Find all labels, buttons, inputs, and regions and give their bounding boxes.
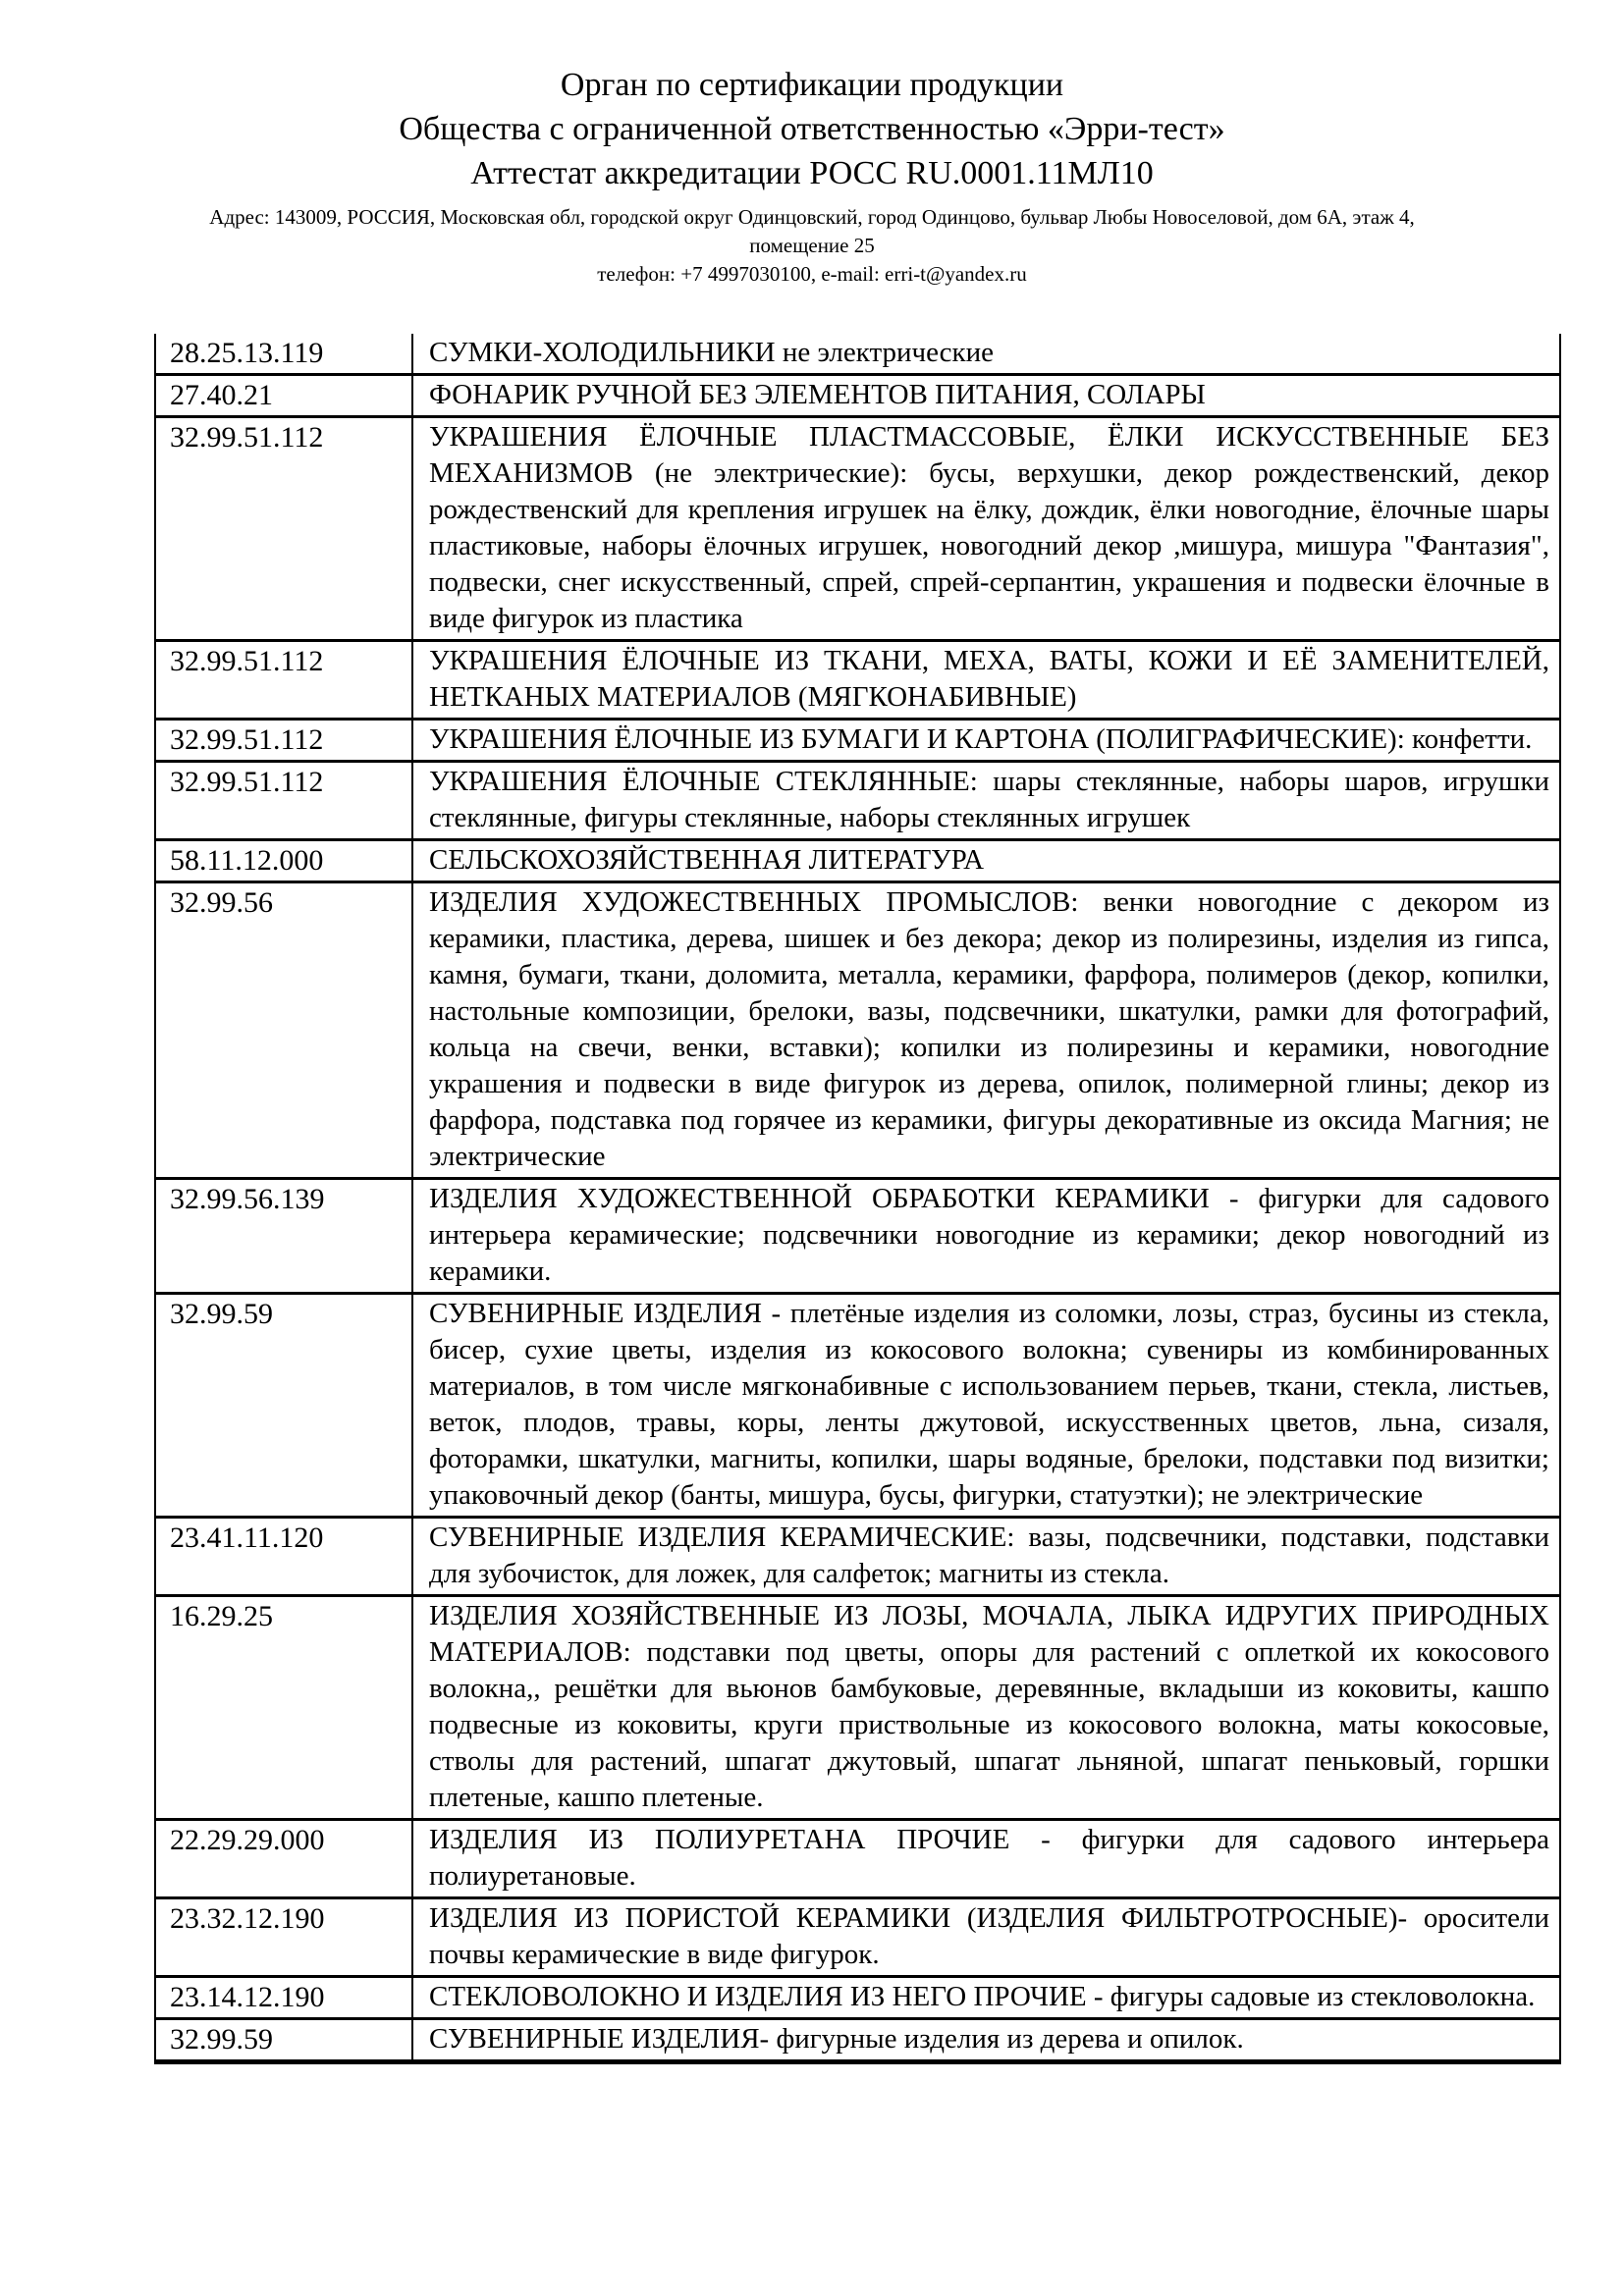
code-cell: 32.99.56 bbox=[155, 882, 412, 1179]
products-table-body bbox=[155, 334, 1560, 2062]
table-row bbox=[155, 1820, 1560, 1898]
code-cell: 28.25.13.119 bbox=[155, 334, 412, 375]
description-cell: СЕЛЬСКОХОЗЯЙСТВЕННАЯ ЛИТЕРАТУРА bbox=[412, 840, 1560, 882]
table-row bbox=[155, 1977, 1560, 2019]
description-cell: СУМКИ-ХОЛОДИЛЬНИКИ не электрические bbox=[412, 334, 1560, 375]
code-cell: 23.14.12.190 bbox=[155, 1977, 412, 2019]
code-cell: 32.99.51.112 bbox=[155, 720, 412, 762]
description-cell: УКРАШЕНИЯ ЁЛОЧНЫЕ ИЗ БУМАГИ И КАРТОНА (ПОЛИГРАФИЧЕСКИЕ): конфетти. bbox=[412, 720, 1560, 762]
table-row bbox=[155, 1518, 1560, 1596]
table-row bbox=[155, 1294, 1560, 1518]
code-cell: 23.32.12.190 bbox=[155, 1898, 412, 1977]
code-cell: 32.99.51.112 bbox=[155, 762, 412, 840]
table-row bbox=[155, 2019, 1560, 2062]
description-cell: ФОНАРИК РУЧНОЙ БЕЗ ЭЛЕМЕНТОВ ПИТАНИЯ, СОЛАРЫ bbox=[412, 375, 1560, 417]
code-cell: 32.99.59 bbox=[155, 2019, 412, 2062]
table-row bbox=[155, 1179, 1560, 1294]
cert-body-title: Орган по сертификации продукции bbox=[560, 67, 1064, 103]
table-row bbox=[155, 840, 1560, 882]
table-row bbox=[155, 417, 1560, 641]
table-row bbox=[155, 1898, 1560, 1977]
code-cell: 58.11.12.000 bbox=[155, 840, 412, 882]
table-row bbox=[155, 762, 1560, 840]
document-header bbox=[0, 0, 1624, 289]
table-row bbox=[155, 375, 1560, 417]
address-line: Адрес: 143009, РОССИЯ, Московская обл, городской округ Одинцовский, город Одинцово, бульвар Любы Новоселовой, дом 6А, этаж 4, помещение 25 bbox=[209, 205, 1415, 257]
table-row bbox=[155, 334, 1560, 375]
code-cell: 32.99.51.112 bbox=[155, 417, 412, 641]
description-cell: ИЗДЕЛИЯ ИЗ ПОРИСТОЙ КЕРАМИКИ (ИЗДЕЛИЯ ФИЛЬТРОТРОСНЫЕ)- оросители почвы керамические в виде фигурок. bbox=[412, 1898, 1560, 1977]
description-cell: СУВЕНИРНЫЕ ИЗДЕЛИЯ - плетёные изделия из соломки, лозы, страз, бусины из стекла, бисер, сухие цветы, изделия из кокосового волокна; сувениры из комбинированных материалов, в том числе мягконабивные с использованием перьев, ткани, стекла, листьев, веток, плодов, травы, коры, ленты джутовой, искусственных цветов, льна, сизаля, фоторамки, шкатулки, магниты, копилки, шары водяные, брелоки, подставки под визитки; упаковочный декор (банты, мишура, бусы, фигурки, статуэтки); не электрические bbox=[412, 1294, 1560, 1518]
description-cell: ИЗДЕЛИЯ ХОЗЯЙСТВЕННЫЕ ИЗ ЛОЗЫ, МОЧАЛА, ЛЫКА ИДРУГИХ ПРИРОДНЫХ МАТЕРИАЛОВ: подставки под цветы, опоры для растений с оплеткой их кокосового волокна,, решётки для вьюнов бамбуковые, деревянные, вкладыши из коковиты, кашпо подвесные из коковиты, круги приствольные из кокосового волокна, маты кокосовые, стволы для растений, шпагат джутовый, шпагат льняной, шпагат пеньковый, горшки плетеные, кашпо плетеные. bbox=[412, 1596, 1560, 1820]
description-cell: СУВЕНИРНЫЕ ИЗДЕЛИЯ КЕРАМИЧЕСКИЕ: вазы, подсвечники, подставки, подставки для зубочисток, для ложек, для салфеток; магниты из стекла. bbox=[412, 1518, 1560, 1596]
products-table-wrap bbox=[0, 334, 1624, 2064]
description-cell: УКРАШЕНИЯ ЁЛОЧНЫЕ СТЕКЛЯННЫЕ: шары стеклянные, наборы шаров, игрушки стеклянные, фигуры стеклянные, наборы стеклянных игрушек bbox=[412, 762, 1560, 840]
code-cell: 27.40.21 bbox=[155, 375, 412, 417]
description-cell: СТЕКЛОВОЛОКНО И ИЗДЕЛИЯ ИЗ НЕГО ПРОЧИЕ - фигуры садовые из стекловолокна. bbox=[412, 1977, 1560, 2019]
code-cell: 23.41.11.120 bbox=[155, 1518, 412, 1596]
accreditation-number: Аттестат аккредитации РОСС RU.0001.11МЛ10 bbox=[470, 155, 1154, 191]
table-row bbox=[155, 882, 1560, 1179]
code-cell: 22.29.29.000 bbox=[155, 1820, 412, 1898]
description-cell: УКРАШЕНИЯ ЁЛОЧНЫЕ ИЗ ТКАНИ, МЕХА, ВАТЫ, КОЖИ И ЕЁ ЗАМЕНИТЕЛЕЙ, НЕТКАНЫХ МАТЕРИАЛОВ (МЯГКОНАБИВНЫЕ) bbox=[412, 641, 1560, 720]
code-cell: 32.99.59 bbox=[155, 1294, 412, 1518]
code-cell: 32.99.51.112 bbox=[155, 641, 412, 720]
description-cell: ИЗДЕЛИЯ ИЗ ПОЛИУРЕТАНА ПРОЧИЕ - фигурки для садового интерьера полиуретановые. bbox=[412, 1820, 1560, 1898]
description-cell: ИЗДЕЛИЯ ХУДОЖЕСТВЕННОЙ ОБРАБОТКИ КЕРАМИКИ - фигурки для садового интерьера керамические; подсвечники новогодние из керамики; декор новогодний из керамики. bbox=[412, 1179, 1560, 1294]
contact-line: телефон: +7 4997030100, e-mail: erri-t@yandex.ru bbox=[597, 262, 1027, 286]
table-row bbox=[155, 720, 1560, 762]
description-cell: ИЗДЕЛИЯ ХУДОЖЕСТВЕННЫХ ПРОМЫСЛОВ: венки новогодние с декором из керамики, пластика, дерева, шишек и без декора; декор из полирезины, изделия из гипса, камня, бумаги, ткани, доломита, металла, керамики, фарфора, полимеров (декор, копилки, настольные композиции, брелоки, вазы, подсвечники, шкатулки, рамки для фотографий, кольца на свечи, венки, вставки); копилки из полирезины и керамики, новогодние украшения и подвески в виде фигурок из дерева, опилок, полимерной глины; декор из фарфора, подставка под горячее из керамики, фигуры декоративные из оксида Магния; не электрические bbox=[412, 882, 1560, 1179]
code-cell: 32.99.56.139 bbox=[155, 1179, 412, 1294]
products-table bbox=[154, 334, 1561, 2064]
table-row bbox=[155, 1596, 1560, 1820]
code-cell: 16.29.25 bbox=[155, 1596, 412, 1820]
description-cell: СУВЕНИРНЫЕ ИЗДЕЛИЯ- фигурные изделия из дерева и опилок. bbox=[412, 2019, 1560, 2062]
table-row bbox=[155, 641, 1560, 720]
description-cell: УКРАШЕНИЯ ЁЛОЧНЫЕ ПЛАСТМАССОВЫЕ, ЁЛКИ ИСКУССТВЕННЫЕ БЕЗ МЕХАНИЗМОВ (не электрические): бусы, верхушки, декор рождественский, декор рождественский для крепления игрушек на ёлку, дождик, ёлки новогодние, ёлочные шары пластиковые, наборы ёлочных игрушек, новогодний декор ,мишура, мишура "Фантазия", подвески, снег искусственный, спрей, спрей-серпантин, украшения и подвески ёлочные в виде фигурок из пластика bbox=[412, 417, 1560, 641]
cert-body-company: Общества с ограниченной ответственностью «Эрри-тест» bbox=[399, 111, 1225, 147]
